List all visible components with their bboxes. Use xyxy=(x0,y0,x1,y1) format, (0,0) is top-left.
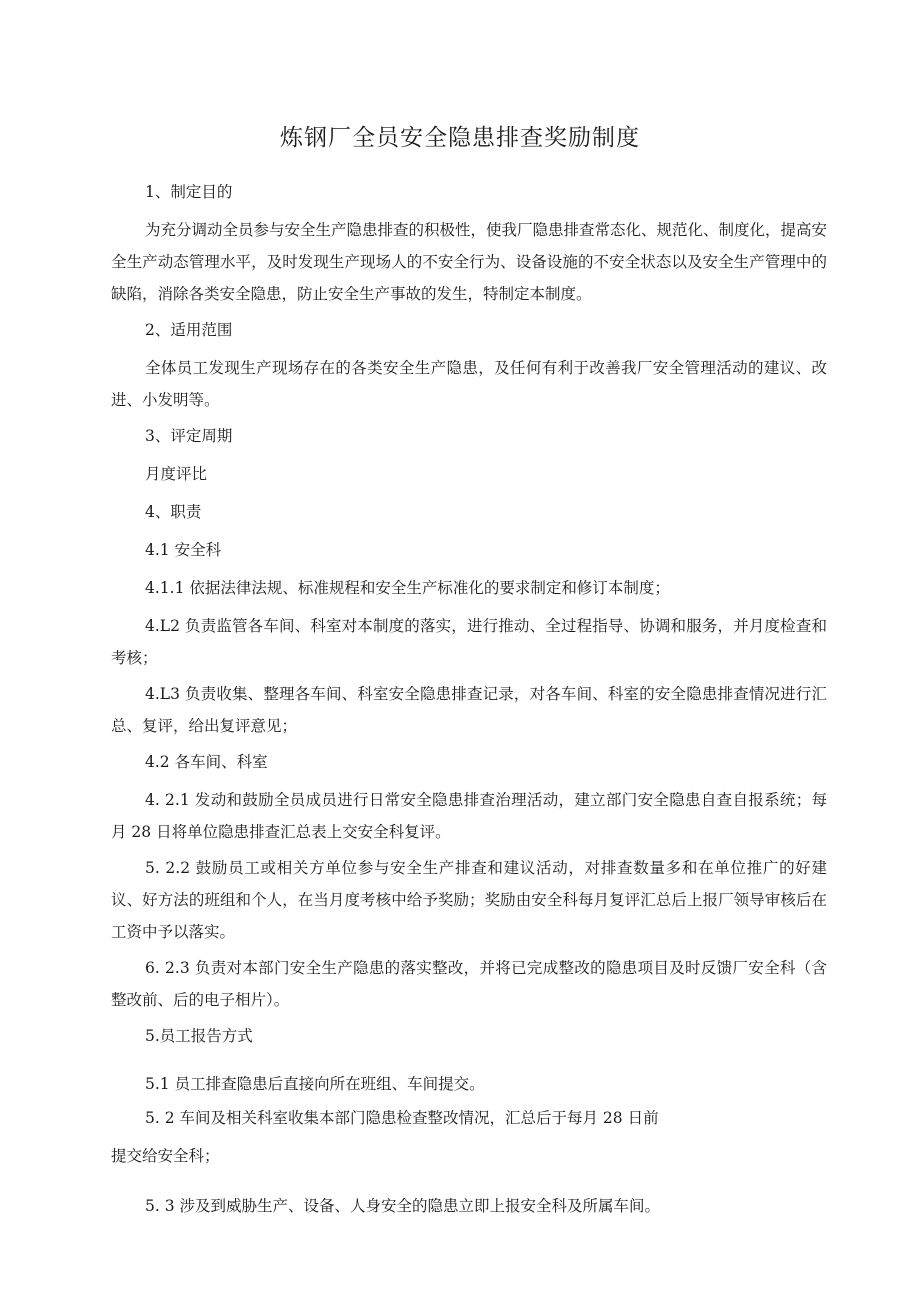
clause-5-1: 5.1 员工排查隐患后直接向所在班组、车间提交。 xyxy=(145,1075,485,1093)
clause-4-1-3: 4.L3 负责收集、整理各车间、科室安全隐患排查记录，对各车间、科室的安全隐患排查情况进行汇总、复评，给出复评意见； xyxy=(111,685,827,735)
section-heading-reporting: 5.员工报告方式 xyxy=(145,1027,253,1045)
section-body-purpose: 为充分调动全员参与安全生产隐患排查的积极性，使我厂隐患排查常态化、规范化、制度化，提高安全生产动态管理水平，及时发现生产现场人的不安全行为、设备设施的不安全状态以及安全生产管理中的缺陷，消除各类安全隐患，防止安全生产事故的发生，特制定本制度。 xyxy=(111,221,828,303)
clause-4-1-2: 4.L2 负责监管各车间、科室对本制度的落实，进行推动、全过程指导、协调和服务，并月度检查和考核； xyxy=(111,617,827,667)
clause-5-3: 5. 3 涉及到威胁生产、设备、人身安全的隐患立即上报安全科及所属车间。 xyxy=(145,1197,661,1215)
clause-4-1-1: 4.1.1 依据法律法规、标准规程和安全生产标准化的要求制定和修订本制度； xyxy=(145,579,670,597)
clause-4-2-3: 6. 2.3 负责对本部门安全生产隐患的落实整改，并将已完成整改的隐患项目及时反馈厂安全科（含整改前、后的电子相片）。 xyxy=(111,959,827,1009)
clause-4-2-1: 4. 2.1 发动和鼓励全员成员进行日常安全隐患排查治理活动，建立部门安全隐患自查自报系统；每月 28 日将单位隐患排查汇总表上交安全科复评。 xyxy=(111,791,827,841)
clause-5-2-line2: 提交给安全科； xyxy=(111,1147,220,1165)
clause-4-2-2: 5. 2.2 鼓励员工或相关方单位参与安全生产排查和建议活动，对排查数量多和在单位推广的好建议、好方法的班组和个人，在当月度考核中给予奖励；奖励由安全科每月复评汇总后上报厂领导审核后在工资中予以落实。 xyxy=(111,859,827,941)
clause-5-2-line1: 5. 2 车间及相关科室收集本部门隐患检查整改情况，汇总后于每月 28 日前 xyxy=(145,1109,659,1127)
section-heading-purpose: 1、制定目的 xyxy=(145,183,233,201)
document-title: 炼钢厂全员安全隐患排查奖励制度 xyxy=(280,125,640,151)
section-heading-duties: 4、职责 xyxy=(145,503,202,521)
section-body-period: 月度评比 xyxy=(145,465,208,483)
section-heading-period: 3、评定周期 xyxy=(145,427,233,445)
subsection-heading-safety-dept: 4.1 安全科 xyxy=(145,541,222,559)
section-body-scope: 全体员工发现生产现场存在的各类安全生产隐患，及任何有利于改善我厂安全管理活动的建议、改进、小发明等。 xyxy=(111,359,827,409)
section-heading-scope: 2、适用范围 xyxy=(145,321,233,339)
subsection-heading-workshops: 4.2 各车间、科室 xyxy=(145,753,268,771)
